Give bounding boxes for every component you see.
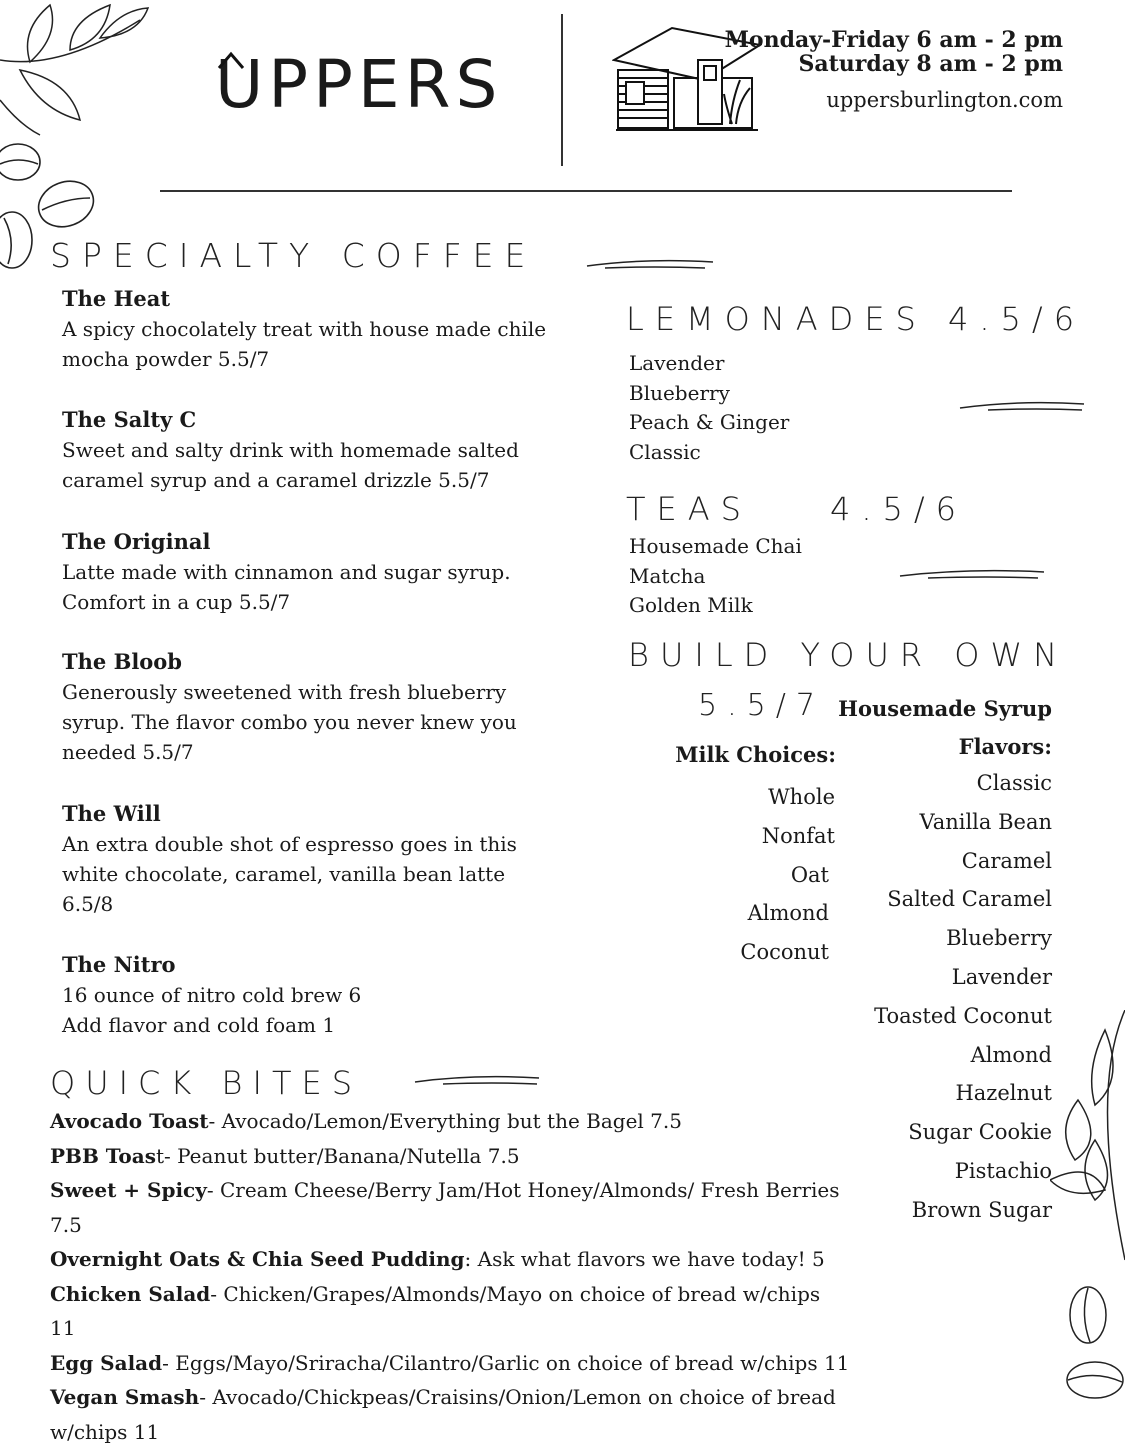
bite-name: Chicken Salad bbox=[50, 1282, 210, 1306]
specialty-item bbox=[62, 950, 582, 1040]
list-item: Whole bbox=[740, 778, 835, 817]
item-desc: A spicy chocolately treat with house made chile bbox=[62, 314, 582, 344]
bite-desc: t- Peanut butter/Banana/Nutella 7.5 bbox=[156, 1144, 520, 1168]
list-item bbox=[50, 1346, 850, 1381]
build-title: BUILD YOUR OWN bbox=[628, 636, 1068, 674]
list-item: Caramel bbox=[874, 842, 1052, 881]
list-item: Lavender bbox=[629, 349, 789, 379]
milk-title: Milk Choices: bbox=[675, 742, 836, 767]
item-desc: white chocolate, caramel, vanilla bean latte bbox=[62, 859, 582, 889]
list-item bbox=[50, 1277, 850, 1346]
list-item bbox=[50, 1173, 850, 1242]
item-name: The Will bbox=[62, 799, 582, 829]
quick-bites-list bbox=[50, 1104, 850, 1449]
list-item bbox=[50, 1139, 850, 1174]
bite-name: Avocado Toast bbox=[50, 1109, 208, 1133]
list-item: Toasted Coconut bbox=[874, 997, 1052, 1036]
list-item: Salted Caramel bbox=[874, 880, 1052, 919]
lemonades-list bbox=[629, 349, 789, 467]
list-item: Classic bbox=[629, 438, 789, 468]
syrup-list bbox=[874, 764, 1052, 1230]
milk-list bbox=[740, 778, 835, 972]
syrup-title-line: Flavors: bbox=[838, 728, 1052, 766]
list-item: Coconut bbox=[740, 933, 835, 972]
item-desc: needed 5.5/7 bbox=[62, 737, 582, 767]
list-item: Housemade Chai bbox=[629, 532, 802, 562]
list-item: Hazelnut bbox=[874, 1074, 1052, 1113]
hours bbox=[725, 28, 1063, 76]
item-desc: 6.5/8 bbox=[62, 889, 582, 919]
item-desc: caramel syrup and a caramel drizzle 5.5/7 bbox=[62, 465, 582, 495]
list-item: Blueberry bbox=[629, 379, 789, 409]
bite-desc: - Chicken/Grapes/Almonds/Mayo on choice of bread w/chips 11 bbox=[50, 1282, 820, 1341]
header-divider bbox=[561, 14, 563, 166]
item-name: The Salty C bbox=[62, 405, 582, 435]
list-item: Pistachio bbox=[874, 1152, 1052, 1191]
specialty-item bbox=[62, 647, 582, 799]
website-link[interactable]: uppersburlington.com bbox=[826, 88, 1063, 112]
teas-title: TEAS bbox=[626, 490, 752, 528]
bite-desc: : Ask what flavors we have today! 5 bbox=[465, 1247, 825, 1271]
leaf-branch-icon bbox=[0, 0, 150, 140]
item-name: The Heat bbox=[62, 284, 582, 314]
item-desc: Sweet and salty drink with homemade salted bbox=[62, 435, 582, 465]
list-item: Oat bbox=[740, 856, 835, 895]
hours-saturday: Saturday 8 am - 2 pm bbox=[725, 52, 1063, 76]
brush-stroke-icon bbox=[958, 398, 1088, 418]
bite-name: Vegan Smash bbox=[50, 1385, 199, 1409]
specialty-list bbox=[62, 284, 582, 1040]
item-desc: Comfort in a cup 5.5/7 bbox=[62, 587, 582, 617]
list-item: Vanilla Bean bbox=[874, 803, 1052, 842]
list-item: Classic bbox=[874, 764, 1052, 803]
item-name: The Bloob bbox=[62, 647, 582, 677]
list-item: Brown Sugar bbox=[874, 1191, 1052, 1230]
teas-list bbox=[629, 532, 802, 621]
bite-name: Sweet + Spicy bbox=[50, 1178, 207, 1202]
leaf-branch-right-icon bbox=[1050, 1010, 1125, 1405]
list-item bbox=[50, 1380, 850, 1415]
specialty-item bbox=[62, 527, 582, 647]
bite-desc: - Eggs/Mayo/Sriracha/Cilantro/Garlic on choice of bread w/chips 11 bbox=[162, 1351, 849, 1375]
item-name: The Nitro bbox=[62, 950, 582, 980]
brush-stroke-icon bbox=[413, 1072, 543, 1092]
item-desc: Latte made with cinnamon and sugar syrup. bbox=[62, 557, 582, 587]
specialty-item bbox=[62, 284, 582, 405]
list-item: Matcha bbox=[629, 562, 802, 592]
bite-desc: - Avocado/Lemon/Everything but the Bagel 7.5 bbox=[208, 1109, 682, 1133]
specialty-coffee-title: SPECIALTY COFFEE bbox=[50, 236, 536, 275]
list-item bbox=[50, 1242, 850, 1277]
bite-desc: - Avocado/Chickpeas/Craisins/Onion/Lemon on choice of bread bbox=[199, 1385, 836, 1409]
bite-name: PBB Toas bbox=[50, 1144, 156, 1168]
specialty-item bbox=[62, 799, 582, 950]
item-desc: Add flavor and cold foam 1 bbox=[62, 1010, 582, 1040]
item-desc: syrup. The flavor combo you never knew you bbox=[62, 707, 582, 737]
item-desc: Generously sweetened with fresh blueberry bbox=[62, 677, 582, 707]
item-desc: mocha powder 5.5/7 bbox=[62, 344, 582, 374]
list-item: Lavender bbox=[874, 958, 1052, 997]
quick-bites-title: QUICK BITES bbox=[50, 1064, 362, 1102]
list-item: Nonfat bbox=[740, 817, 835, 856]
list-item: Peach & Ginger bbox=[629, 408, 789, 438]
item-name: The Original bbox=[62, 527, 582, 557]
build-price: 5.5/7 bbox=[698, 688, 825, 723]
bite-desc: - Cream Cheese/Berry Jam/Hot Honey/Almonds/ Fresh Berries 7.5 bbox=[50, 1178, 840, 1237]
specialty-item bbox=[62, 405, 582, 527]
list-item: Golden Milk bbox=[629, 591, 802, 621]
teas-price: 4.5/6 bbox=[830, 490, 967, 528]
syrup-title bbox=[838, 690, 1052, 766]
bite-name: Overnight Oats & Chia Seed Pudding bbox=[50, 1247, 465, 1271]
list-item: Sugar Cookie bbox=[874, 1113, 1052, 1152]
logo: UPPERS bbox=[215, 52, 502, 118]
list-item bbox=[50, 1104, 850, 1139]
bite-desc: w/chips 11 bbox=[50, 1420, 159, 1444]
item-desc: 16 ounce of nitro cold brew 6 bbox=[62, 980, 582, 1010]
list-item bbox=[50, 1415, 850, 1449]
lemonades-title: LEMONADES 4.5/6 bbox=[626, 300, 1085, 338]
list-item: Almond bbox=[874, 1036, 1052, 1075]
syrup-title-line: Housemade Syrup bbox=[838, 690, 1052, 728]
list-item: Blueberry bbox=[874, 919, 1052, 958]
header-rule bbox=[160, 190, 1012, 192]
brush-stroke-icon bbox=[585, 254, 715, 274]
item-desc: An extra double shot of espresso goes in this bbox=[62, 829, 582, 859]
hours-weekday: Monday-Friday 6 am - 2 pm bbox=[725, 28, 1063, 52]
list-item: Almond bbox=[740, 894, 835, 933]
brush-stroke-icon bbox=[898, 564, 1048, 588]
bite-name: Egg Salad bbox=[50, 1351, 162, 1375]
